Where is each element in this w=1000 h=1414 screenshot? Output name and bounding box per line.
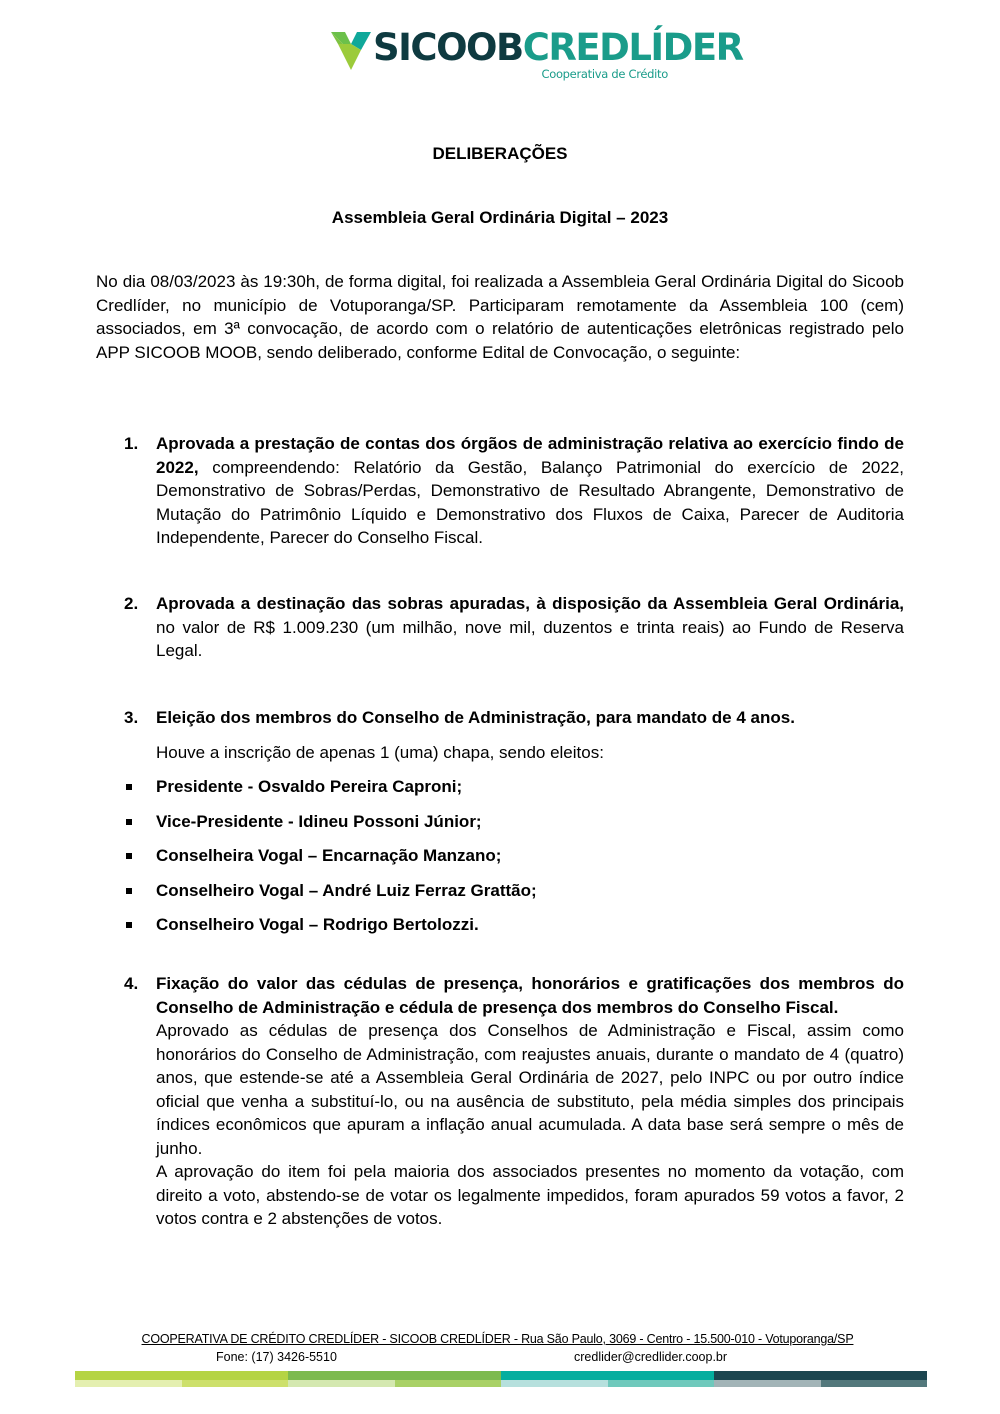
list-item (96, 775, 904, 799)
elected-list (96, 775, 904, 937)
stripe-bottom-row (75, 1380, 927, 1387)
stripe-segment (714, 1380, 821, 1387)
sicoob-logo-icon (331, 30, 371, 72)
logo-subtitle: Cooperativa de Crédito (541, 67, 668, 81)
stripe-segment (501, 1371, 714, 1380)
stripe-segment (501, 1380, 608, 1387)
bullet-square-icon (126, 819, 132, 825)
elected-member: Presidente - Osvaldo Pereira Caproni; (156, 777, 463, 796)
item-heading: Aprovada a destinação das sobras apuradas, à disposição da Assembleia Geral Ordinária, (156, 594, 904, 613)
sicoob-credlider-logo (331, 26, 743, 84)
deliberation-item-3 (96, 706, 904, 937)
bullet-square-icon (126, 888, 132, 894)
footer-phone: Fone: (17) 3426-5510 (216, 1350, 337, 1364)
footer-color-stripe (75, 1371, 927, 1387)
list-item (96, 913, 904, 937)
item-heading: Fixação do valor das cédulas de presença, honorários e gratificações dos membros do Conselho de Administração e cédula de presença dos membros do Conselho Fiscal. (156, 974, 904, 1017)
bullet-square-icon (126, 784, 132, 790)
item-text: no valor de R$ 1.009.230 (um milhão, nove mil, duzentos e trinta reais) ao Fundo de Reserva Legal. (156, 617, 904, 660)
deliberation-item-1 (96, 432, 904, 550)
item-text: Aprovado as cédulas de presença dos Conselhos de Administração e Fiscal, assim como honorários do Conselho de Administração, com reajustes anuais, durante o mandato de 4 (quatro) anos, que estende-se até a Assembleia Geral Ordinária de 2027, pelo INPC ou por outro índice oficial que venha a substituí-lo, ou na ausência de substituto, pela média simples dos principais índices econômicos que apuram a inflação anual acumulada. A data base será sempre o mês de junho. (156, 1021, 904, 1158)
stripe-segment (395, 1380, 502, 1387)
item-text: compreendendo: Relatório da Gestão, Balanço Patrimonial do exercício de 2022, Demonstrativo de Sobras/Perdas, Demonstrativo de Resultado Abrangente, Demonstrativo de Mutação do Patrimônio Líquido e Demonstrativo dos Fluxos de Caixa, Parecer de Auditoria Independente, Parecer do Conselho Fiscal. (156, 457, 904, 547)
logo-sicoob: SICOOB (373, 26, 523, 69)
logo-wordmark (373, 26, 743, 70)
list-item (96, 810, 904, 834)
stripe-segment (182, 1380, 289, 1387)
elected-member: Conselheiro Vogal – André Luiz Ferraz Grattão; (156, 880, 537, 900)
stripe-segment (75, 1371, 288, 1380)
list-item (96, 879, 904, 903)
stripe-segment (288, 1380, 395, 1387)
document-title: DELIBERAÇÕES (432, 144, 568, 163)
list-item (96, 844, 904, 868)
stripe-segment (288, 1371, 501, 1380)
elected-member: Conselheira Vogal – Encarnação Manzano; (156, 846, 502, 865)
bullet-square-icon (126, 922, 132, 928)
stripe-segment (75, 1380, 182, 1387)
elected-member: Conselheiro Vogal – Rodrigo Bertolozzi. (156, 915, 479, 934)
logo-credlider: CREDLÍDER (522, 26, 743, 69)
bullet-square-icon (126, 853, 132, 859)
deliberation-item-2 (96, 592, 904, 663)
stripe-top-row (75, 1371, 927, 1380)
footer-address: COOPERATIVA DE CRÉDITO CREDLÍDER - SICOOB CREDLÍDER - Rua São Paulo, 3069 - Centro - 15.500-010 - Votuporanga/SP (141, 1332, 854, 1346)
item-heading: Eleição dos membros do Conselho de Administração, para mandato de 4 anos. (156, 708, 795, 727)
deliberation-item-4 (96, 972, 904, 1231)
item-vote-text: A aprovação do item foi pela maioria dos associados presentes no momento da votação, com direito a voto, abstendo-se de votar os legalmente impedidos, foram apurados 59 votos a favor, 2 votos contra e 2 abstenções de votos. (156, 1162, 904, 1228)
document-subtitle: Assembleia Geral Ordinária Digital – 2023 (331, 208, 669, 227)
item-number: 4. (124, 974, 139, 993)
item-number: 1. (124, 434, 139, 453)
elected-member: Vice-Presidente - Idineu Possoni Júnior; (156, 811, 482, 831)
item-number: 2. (124, 594, 139, 613)
intro-paragraph: No dia 08/03/2023 às 19:30h, de forma digital, foi realizada a Assembleia Geral Ordinária Digital do Sicoob Credlíder, no município de Votuporanga/SP. Participaram remotamente da Assembleia 100 (cem) associados, em 3ª convocação, de acordo com o relatório de autenticações eletrônicas registrado pelo APP SICOOB MOOB, sendo deliberado, conforme Edital de Convocação, o seguinte: (96, 272, 904, 362)
item-text: Houve a inscrição de apenas 1 (uma) chapa, sendo eleitos: (156, 742, 604, 762)
item-heading: Aprovada a prestação de contas dos órgãos de administração relativa ao exercício findo de 2022, (156, 434, 904, 477)
stripe-segment (821, 1380, 928, 1387)
item-number: 3. (124, 708, 139, 727)
footer-email[interactable]: credlider@credlider.coop.br (574, 1350, 728, 1364)
stripe-segment (608, 1380, 715, 1387)
stripe-segment (714, 1371, 927, 1380)
